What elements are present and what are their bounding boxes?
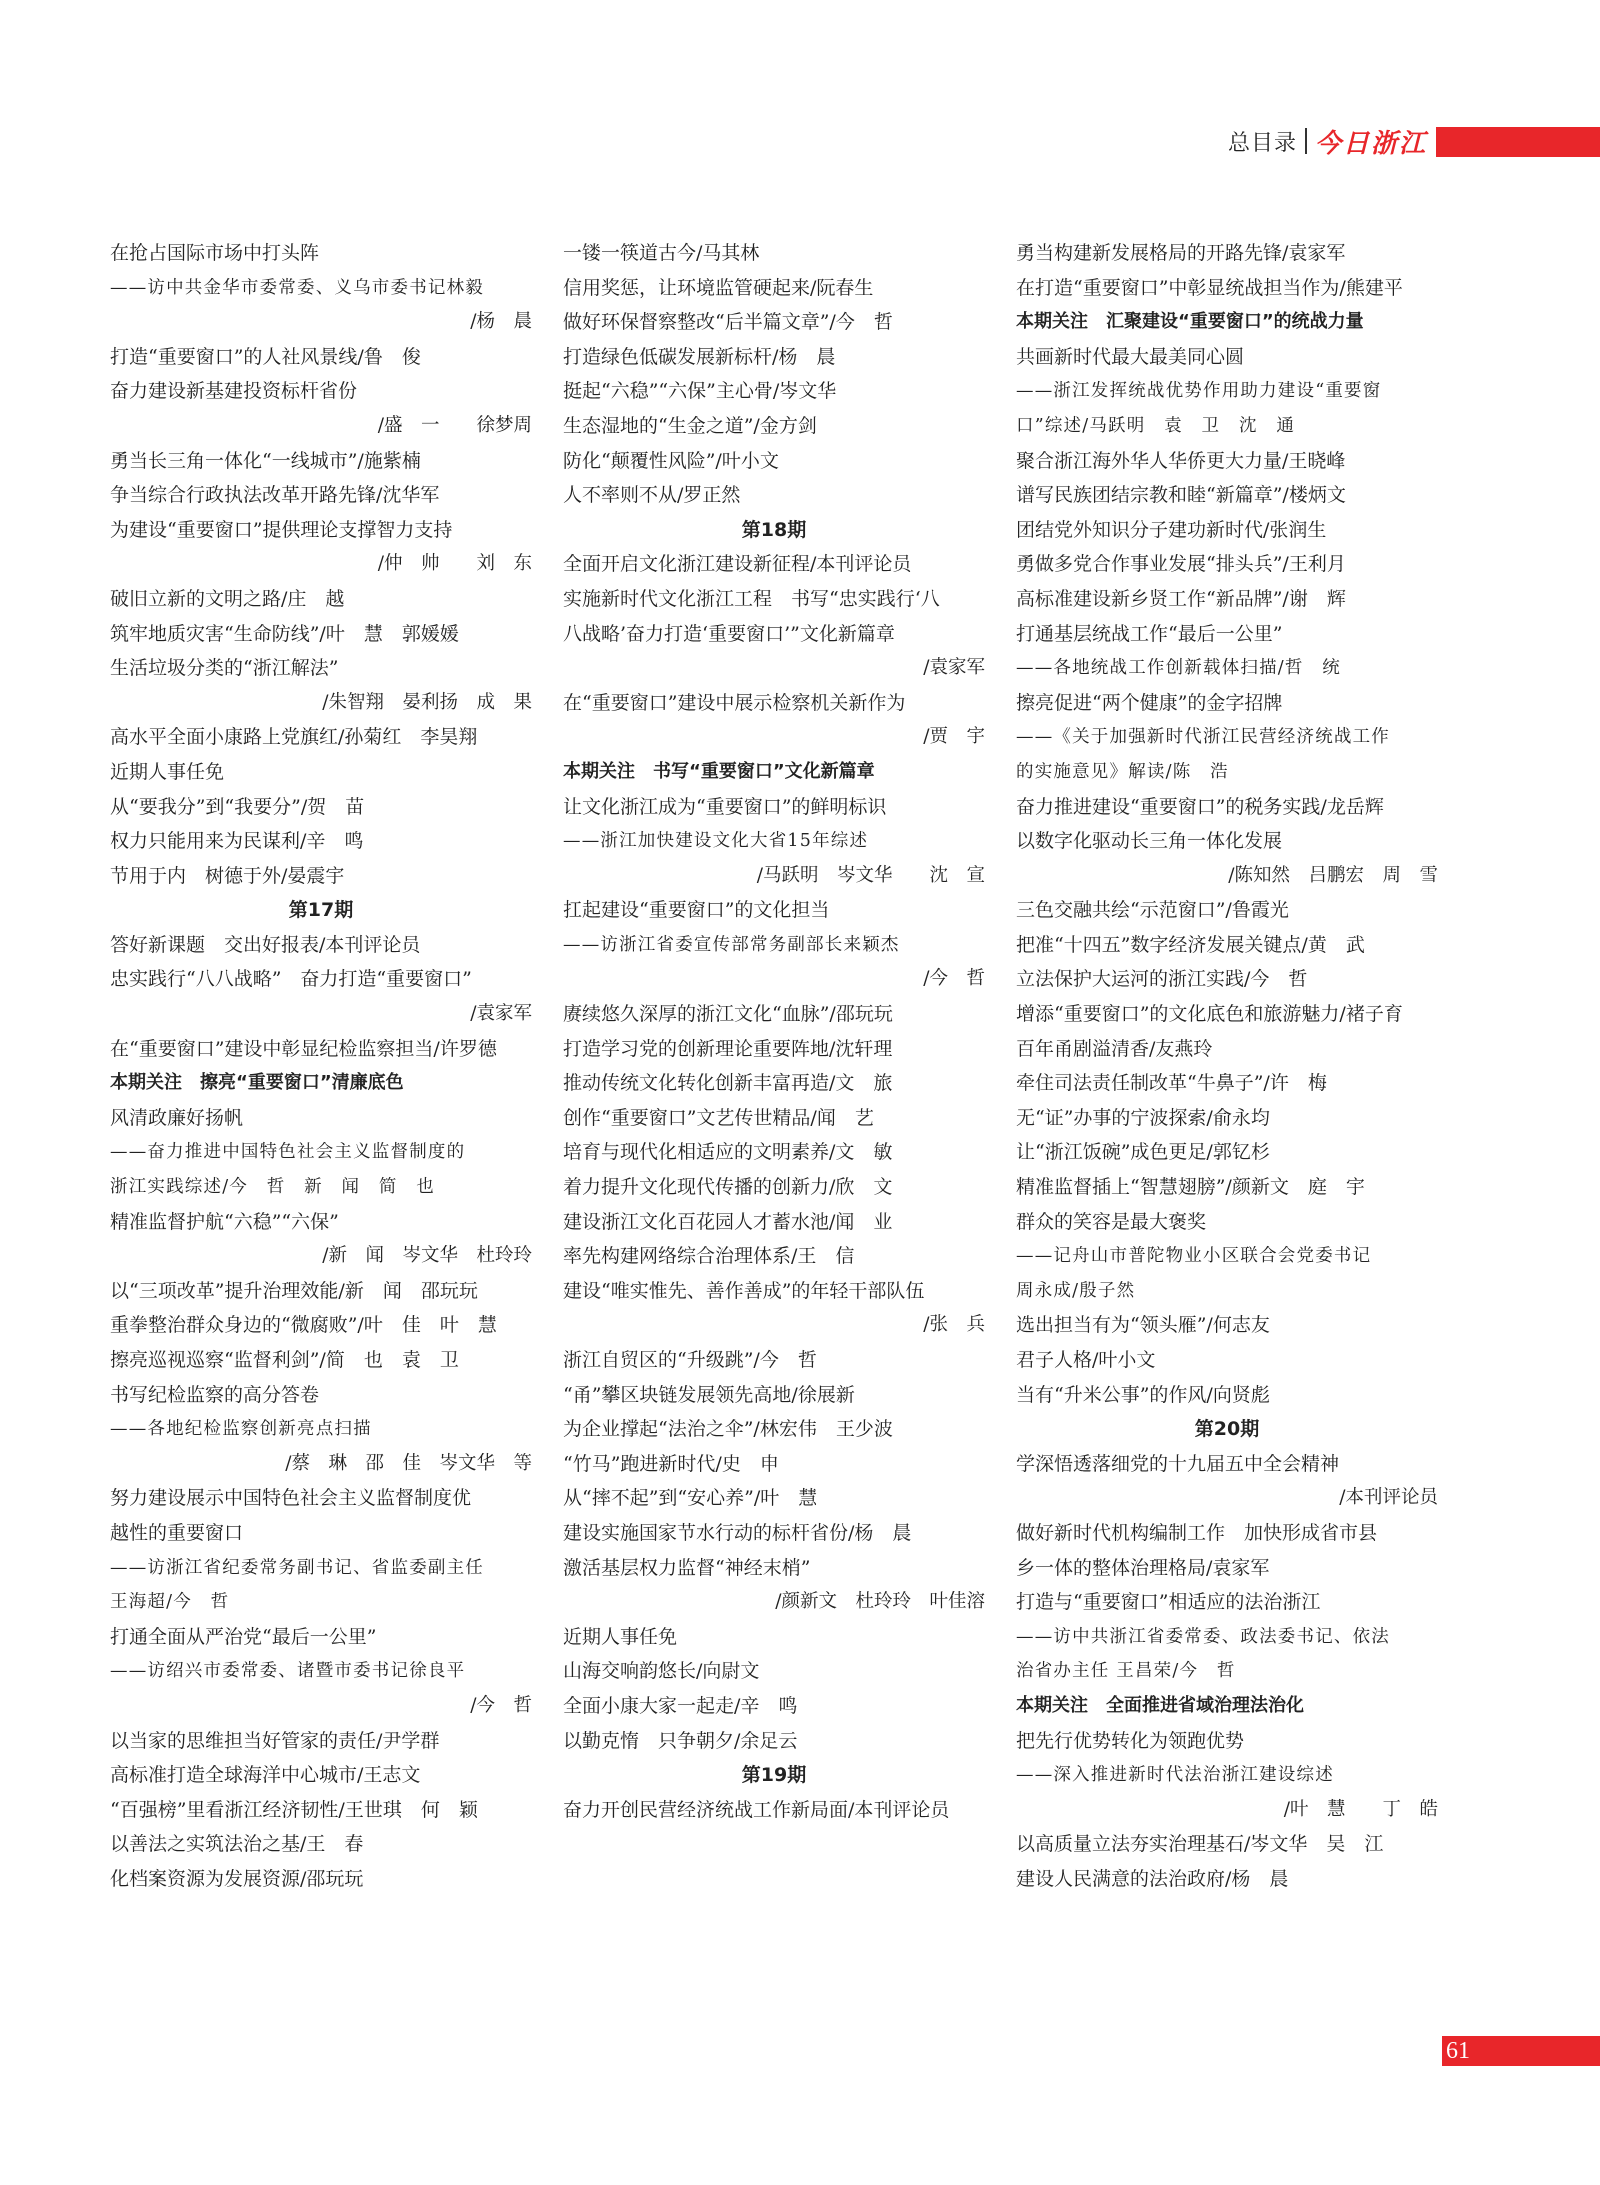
toc-subtitle: ——各地纪检监察创新亮点扫描 — [110, 1419, 372, 1440]
page-number-tab — [1442, 2036, 1600, 2066]
toc-entry: 奋力建设新基建投资标杆省份 — [110, 380, 358, 403]
toc-author: /本刊评论员 — [1339, 1487, 1438, 1509]
toc-entry: 在“重要窗口”建设中彰显纪检监察担当/许罗德 — [110, 1037, 497, 1060]
toc-author: /袁家军 — [923, 657, 985, 679]
toc-entry: 以高质量立法夯实治理基石/岑文华 吴 江 — [1016, 1833, 1384, 1856]
toc-subtitle: ——各地统战工作创新载体扫描/哲 统 — [1016, 658, 1341, 679]
toc-entry: 打通全面从严治党“最后一公里” — [110, 1625, 377, 1648]
toc-entry: 增添“重要窗口”的文化底色和旅游魅力/褚子育 — [1016, 1003, 1403, 1026]
toc-author: /今 哲 — [470, 1694, 532, 1716]
toc-subtitle: 口”综述/马跃明 袁 卫 沈 通 — [1016, 415, 1296, 436]
toc-entry: 实施新时代文化浙江工程 书写“忠实践行‘八 — [563, 587, 940, 610]
toc-entry: 努力建设展示中国特色社会主义监督制度优 — [110, 1487, 472, 1510]
header-red-bar — [1436, 127, 1600, 157]
toc-author: /盛 一 徐梦周 — [377, 414, 532, 436]
toc-author: /杨 晨 — [470, 311, 532, 333]
toc-entry: 在抢占国际市场中打头阵 — [110, 242, 320, 264]
toc-entry: 让文化浙江成为“重要窗口”的鲜明标识 — [563, 795, 887, 818]
header-divider — [1305, 128, 1307, 154]
issue-heading: 第17期 — [288, 899, 354, 922]
toc-entry: 三色交融共绘“示范窗口”/鲁霞光 — [1016, 899, 1289, 922]
toc-author: /朱智翔 晏利扬 成 果 — [322, 691, 532, 713]
toc-entry: 在打造“重要窗口”中彰显统战担当作为/熊建平 — [1016, 276, 1403, 299]
toc-entry: 在“重要窗口”建设中展示检察机关新作为 — [563, 691, 906, 714]
toc-entry: 重拳整治群众身边的“微腐败”/叶 佳 叶 慧 — [110, 1314, 497, 1337]
toc-author: /今 哲 — [923, 968, 985, 990]
toc-author: /贾 宇 — [923, 726, 985, 748]
toc-entry: 擦亮促进“两个健康”的金字招牌 — [1016, 691, 1283, 714]
toc-entry: 化档案资源为发展资源/邵玩玩 — [110, 1867, 364, 1890]
toc-author: /张 兵 — [923, 1314, 985, 1336]
toc-entry: 节用于内 树德于外/晏震宇 — [110, 864, 345, 887]
toc-entry: 为建设“重要窗口”提供理论支撑智力支持 — [110, 518, 453, 541]
toc-entry: 从“要我分”到“我要分”/贺 苗 — [110, 795, 365, 818]
toc-entry: 共画新时代最大最美同心圆 — [1016, 345, 1245, 368]
toc-subtitle: 王海超/今 哲 — [110, 1592, 230, 1613]
toc-entry: 打造与“重要窗口”相适应的法治浙江 — [1016, 1591, 1321, 1614]
toc-entry: 谱写民族团结宗教和睦“新篇章”/楼炳文 — [1016, 484, 1346, 507]
toc-entry: 以善法之实筑法治之基/王 春 — [110, 1833, 364, 1856]
toc-entry: 八战略’奋力打造‘重要窗口’”文化新篇章 — [563, 622, 895, 645]
toc-entry: 赓续悠久深厚的浙江文化“血脉”/邵玩玩 — [563, 1003, 893, 1026]
toc-entry: 团结党外知识分子建功新时代/张润生 — [1016, 518, 1327, 541]
toc-focus-heading: 本期关注 汇聚建设“重要窗口”的统战力量 — [1016, 311, 1364, 333]
toc-entry: “甬”攀区块链发展领先高地/徐展新 — [563, 1383, 855, 1406]
toc-entry: 全面小康大家一起走/辛 鸣 — [563, 1694, 798, 1717]
toc-entry: 乡一体的整体治理格局/袁家军 — [1016, 1556, 1270, 1579]
toc-entry: 忠实践行“八八战略” 奋力打造“重要窗口” — [110, 968, 472, 991]
toc-entry: 以数字化驱动长三角一体化发展 — [1016, 830, 1283, 853]
toc-subtitle: ——访中共金华市委常委、义乌市委书记林毅 — [110, 277, 484, 298]
toc-subtitle: ——访浙江省委宣传部常务副部长来颖杰 — [563, 934, 900, 955]
toc-entry: 君子人格/叶小文 — [1016, 1349, 1156, 1371]
toc-focus-heading: 本期关注 全面推进省域治理法治化 — [1016, 1694, 1304, 1716]
toc-entry: 擦亮巡视巡察“监督利剑”/简 也 袁 卫 — [110, 1349, 459, 1371]
toc-author: /叶 慧 丁 皓 — [1283, 1798, 1438, 1820]
toc-entry: 建设浙江文化百花园人才蓄水池/闻 业 — [563, 1210, 893, 1233]
toc-subtitle: 周永成/殷子然 — [1016, 1280, 1136, 1301]
toc-subtitle: 浙江实践综述/今 哲 新 闻 简 也 — [110, 1177, 435, 1198]
toc-entry: 建设“唯实惟先、善作善成”的年轻干部队伍 — [563, 1279, 925, 1302]
toc-entry: 全面开启文化浙江建设新征程/本刊评论员 — [563, 553, 912, 576]
toc-entry: 建设实施国家节水行动的标杆省份/杨 晨 — [563, 1521, 912, 1544]
toc-entry: 近期人事任免 — [110, 760, 225, 783]
section-title: 总目录 — [1228, 130, 1298, 156]
toc-author: /马跃明 岑文华 沈 宣 — [756, 864, 985, 886]
toc-subtitle: ——深入推进新时代法治浙江建设综述 — [1016, 1765, 1334, 1786]
toc-entry: 权力只能用来为民谋利/辛 鸣 — [110, 830, 364, 853]
toc-entry: 一镂一筷道古今/马其林 — [563, 242, 760, 264]
toc-entry: “百强榜”里看浙江经济韧性/王世琪 何 颖 — [110, 1798, 478, 1821]
issue-heading: 第20期 — [1194, 1418, 1260, 1441]
toc-entry: 让“浙江饭碗”成色更足/郭钇杉 — [1016, 1141, 1270, 1164]
toc-entry: 建设人民满意的法治政府/杨 晨 — [1016, 1867, 1289, 1890]
toc-entry: 勇当构建新发展格局的开路先锋/袁家军 — [1016, 242, 1346, 264]
toc-entry: 以勤克惰 只争朝夕/余足云 — [563, 1729, 798, 1752]
toc-focus-heading: 本期关注 擦亮“重要窗口”清廉底色 — [110, 1072, 404, 1094]
toc-subtitle: ——访绍兴市委常委、诸暨市委书记徐良平 — [110, 1661, 466, 1682]
toc-subtitle: 治省办主任 王昌荣/今 哲 — [1016, 1661, 1236, 1682]
toc-subtitle: ——浙江加快建设文化大省15年综述 — [563, 831, 869, 852]
toc-entry: 精准监督护航“六稳”“六保” — [110, 1210, 339, 1233]
toc-entry: 高标准建设新乡贤工作“新品牌”/谢 辉 — [1016, 587, 1346, 610]
toc-entry: 信用奖惩，让环境监管硬起来/阮春生 — [563, 276, 874, 299]
toc-entry: 以“三项改革”提升治理效能/新 闻 邵玩玩 — [110, 1279, 478, 1302]
toc-entry: 着力提升文化现代传播的创新力/欣 文 — [563, 1176, 893, 1199]
toc-subtitle: ——奋力推进中国特色社会主义监督制度的 — [110, 1142, 466, 1163]
toc-entry: 筑牢地质灾害“生命防线”/叶 慧 郭媛媛 — [110, 622, 459, 645]
toc-entry: 无“证”办事的宁波探索/俞永均 — [1016, 1106, 1270, 1129]
toc-entry: 推动传统文化转化创新丰富再造/文 旅 — [563, 1072, 893, 1095]
toc-entry: 打造绿色低碳发展新标杆/杨 晨 — [563, 345, 836, 368]
toc-entry: 风清政廉好扬帆 — [110, 1106, 244, 1129]
toc-entry: 从“摔不起”到“安心养”/叶 慧 — [563, 1487, 818, 1510]
toc-entry: 高标准打造全球海洋中心城市/王志文 — [110, 1764, 421, 1787]
toc-entry: 为企业撑起“法治之伞”/林宏伟 王少波 — [563, 1418, 893, 1441]
toc-entry: 率先构建网络综合治理体系/王 信 — [563, 1245, 855, 1268]
toc-entry: 打通基层统战工作“最后一公里” — [1016, 622, 1283, 645]
toc-entry: 以当家的思维担当好管家的责任/尹学群 — [110, 1729, 440, 1752]
toc-entry: 打造学习党的创新理论重要阵地/沈轩理 — [563, 1037, 893, 1060]
toc-entry: 争当综合行政执法改革开路先锋/沈华军 — [110, 484, 440, 507]
toc-subtitle: ——访浙江省纪委常务副书记、省监委副主任 — [110, 1557, 484, 1578]
toc-subtitle: ——浙江发挥统战优势作用助力建设“重要窗 — [1016, 381, 1382, 402]
toc-author: /袁家军 — [470, 1003, 532, 1025]
toc-entry: 生态湿地的“生金之道”/金方剑 — [563, 414, 817, 437]
toc-entry: “竹马”跑进新时代/史 申 — [563, 1452, 779, 1475]
toc-author: /蔡 琳 邵 佳 岑文华 等 — [285, 1452, 532, 1474]
toc-entry: 答好新课题 交出好报表/本刊评论员 — [110, 933, 421, 956]
toc-entry: 勇做多党合作事业发展“排头兵”/王利月 — [1016, 553, 1346, 576]
toc-entry: 精准监督插上“智慧翅膀”/颜新文 庭 宇 — [1016, 1176, 1365, 1199]
toc-entry: 群众的笑容是最大褒奖 — [1016, 1210, 1207, 1233]
toc-entry: 生活垃圾分类的“浙江解法” — [110, 657, 339, 680]
toc-entry: 立法保护大运河的浙江实践/今 哲 — [1016, 968, 1308, 991]
toc-author: /陈知然 吕鹏宏 周 雪 — [1228, 864, 1438, 886]
toc-column-3 — [1016, 236, 1438, 1897]
toc-entry: 把先行优势转化为领跑优势 — [1016, 1729, 1245, 1752]
toc-entry: 百年甬剧溢清香/友燕玲 — [1016, 1037, 1213, 1060]
toc-entry: 浙江自贸区的“升级跳”/今 哲 — [563, 1349, 817, 1371]
toc-entry: 聚合浙江海外华人华侨更大力量/王晓峰 — [1016, 449, 1346, 472]
toc-column-2 — [563, 236, 985, 1827]
toc-entry: 把准“十四五”数字经济发展关键点/黄 武 — [1016, 933, 1365, 956]
toc-entry: 挺起“六稳”“六保”主心骨/岑文华 — [563, 380, 837, 403]
toc-subtitle: ——《关于加强新时代浙江民营经济统战工作 — [1016, 727, 1390, 748]
toc-entry: 破旧立新的文明之路/庄 越 — [110, 587, 345, 610]
toc-entry: 防化“颠覆性风险”/叶小文 — [563, 449, 779, 472]
toc-entry: 书写纪检监察的高分答卷 — [110, 1383, 320, 1406]
toc-entry: 勇当长三角一体化“一线城市”/施紫楠 — [110, 449, 421, 472]
toc-entry: 奋力推进建设“重要窗口”的税务实践/龙岳辉 — [1016, 795, 1384, 818]
toc-entry: 山海交响韵悠长/向尉文 — [563, 1660, 760, 1683]
toc-entry: 牵住司法责任制改革“牛鼻子”/许 梅 — [1016, 1072, 1327, 1095]
toc-entry: 学深悟透落细党的十九届五中全会精神 — [1016, 1452, 1340, 1475]
page-header — [1228, 124, 1427, 158]
toc-entry: 做好环保督察整改“后半篇文章”/今 哲 — [563, 311, 893, 334]
toc-subtitle: ——记舟山市普陀物业小区联合会党委书记 — [1016, 1246, 1372, 1267]
page-number: 61 — [1446, 2038, 1470, 2064]
toc-entry: 做好新时代机构编制工作 加快形成省市县 — [1016, 1521, 1378, 1544]
toc-subtitle: 的实施意见》解读/陈 浩 — [1016, 761, 1229, 782]
toc-entry: 奋力开创民营经济统战工作新局面/本刊评论员 — [563, 1798, 950, 1821]
toc-author: /仲 帅 刘 东 — [377, 553, 551, 575]
toc-entry: 选出担当有为“领头雁”/何志友 — [1016, 1314, 1270, 1337]
toc-author: /颜新文 杜玲玲 叶佳溶 — [775, 1591, 985, 1613]
toc-author: /新 闻 岑文华 杜玲玲 — [322, 1245, 532, 1267]
toc-entry: 打造“重要窗口”的人社风景线/鲁 俊 — [110, 345, 421, 368]
toc-entry: 激活基层权力监督“神经末梢” — [563, 1556, 811, 1579]
toc-column-1 — [110, 236, 551, 1897]
toc-entry: 当有“升米公事”的作风/向贤彪 — [1016, 1383, 1270, 1406]
issue-heading: 第18期 — [741, 518, 807, 541]
toc-entry: 越性的重要窗口 — [110, 1521, 244, 1544]
brand-logo: 今日浙江 — [1315, 128, 1428, 159]
toc-entry: 扛起建设“重要窗口”的文化担当 — [563, 899, 830, 922]
toc-entry: 近期人事任免 — [563, 1625, 678, 1648]
toc-entry: 培育与现代化相适应的文明素养/文 敏 — [563, 1141, 893, 1164]
toc-focus-heading: 本期关注 书写“重要窗口”文化新篇章 — [563, 760, 875, 782]
toc-entry: 高水平全面小康路上党旗红/孙菊红 李昊翔 — [110, 726, 478, 749]
toc-subtitle: ——访中共浙江省委常委、政法委书记、依法 — [1016, 1626, 1390, 1647]
issue-heading: 第19期 — [741, 1764, 807, 1787]
toc-entry: 创作“重要窗口”文艺传世精品/闻 艺 — [563, 1106, 874, 1129]
toc-entry: 人不率则不从/罗正然 — [563, 484, 741, 507]
